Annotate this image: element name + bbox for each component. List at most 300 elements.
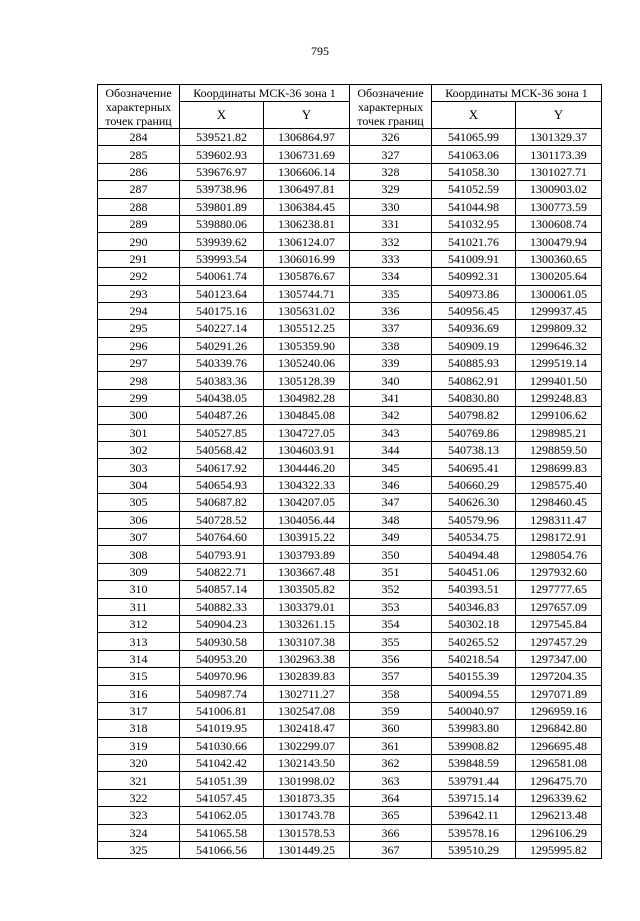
y-coordinate-cell: 1296339.62 xyxy=(516,789,602,806)
point-number-cell: 324 xyxy=(98,824,180,841)
y-coordinate-cell: 1304056.44 xyxy=(264,511,350,528)
y-coordinate-cell: 1306731.69 xyxy=(264,146,350,163)
y-coordinate-cell: 1297777.65 xyxy=(516,581,602,598)
table-row xyxy=(350,424,602,441)
point-number-cell: 285 xyxy=(98,146,180,163)
x-column-header: X xyxy=(180,102,264,129)
point-number-cell: 362 xyxy=(350,755,432,772)
y-coordinate-cell: 1298054.76 xyxy=(516,546,602,563)
x-coordinate-cell: 540992.31 xyxy=(432,268,516,285)
y-coordinate-cell: 1300205.64 xyxy=(516,268,602,285)
table-row xyxy=(98,389,350,406)
table-row xyxy=(98,337,350,354)
x-coordinate-cell: 540687.82 xyxy=(180,494,264,511)
table-row xyxy=(98,146,350,163)
x-coordinate-cell: 540534.75 xyxy=(432,528,516,545)
table-row xyxy=(98,755,350,772)
x-coordinate-cell: 540494.48 xyxy=(432,546,516,563)
point-number-cell: 307 xyxy=(98,528,180,545)
x-coordinate-cell: 541051.39 xyxy=(180,772,264,789)
x-coordinate-cell: 540973.86 xyxy=(432,285,516,302)
table-row xyxy=(98,650,350,667)
table-header xyxy=(98,85,350,129)
coordinates-header: Координаты МСК-36 зона 1 xyxy=(180,85,350,102)
y-coordinate-cell: 1302547.08 xyxy=(264,702,350,719)
y-coordinate-cell: 1304727.05 xyxy=(264,424,350,441)
point-number-cell: 326 xyxy=(350,129,432,146)
y-coordinate-cell: 1296213.48 xyxy=(516,807,602,824)
point-number-cell: 311 xyxy=(98,598,180,615)
table-row xyxy=(98,633,350,650)
point-number-cell: 364 xyxy=(350,789,432,806)
y-coordinate-cell: 1306606.14 xyxy=(264,163,350,180)
point-number-cell: 366 xyxy=(350,824,432,841)
y-coordinate-cell: 1298699.83 xyxy=(516,459,602,476)
point-number-cell: 297 xyxy=(98,355,180,372)
y-coordinate-cell: 1296959.16 xyxy=(516,702,602,719)
x-coordinate-cell: 540660.29 xyxy=(432,476,516,493)
x-coordinate-cell: 540617.92 xyxy=(180,459,264,476)
point-number-cell: 302 xyxy=(98,442,180,459)
point-number-cell: 351 xyxy=(350,563,432,580)
point-number-cell: 353 xyxy=(350,598,432,615)
y-coordinate-cell: 1302299.07 xyxy=(264,737,350,754)
point-number-cell: 300 xyxy=(98,407,180,424)
table-row xyxy=(98,772,350,789)
table-row xyxy=(350,181,602,198)
x-coordinate-cell: 541063.06 xyxy=(432,146,516,163)
point-number-cell: 352 xyxy=(350,581,432,598)
y-coordinate-cell: 1297545.84 xyxy=(516,615,602,632)
y-coordinate-cell: 1303667.48 xyxy=(264,563,350,580)
point-number-cell: 334 xyxy=(350,268,432,285)
y-coordinate-cell: 1299106.62 xyxy=(516,407,602,424)
y-coordinate-cell: 1300061.05 xyxy=(516,285,602,302)
y-coordinate-cell: 1301173.39 xyxy=(516,146,602,163)
point-number-cell: 315 xyxy=(98,668,180,685)
point-number-cell: 330 xyxy=(350,198,432,215)
point-number-cell: 343 xyxy=(350,424,432,441)
table-row xyxy=(350,442,602,459)
table-row xyxy=(98,581,350,598)
x-coordinate-cell: 539993.54 xyxy=(180,250,264,267)
point-number-cell: 365 xyxy=(350,807,432,824)
table-row xyxy=(98,789,350,806)
table-row xyxy=(350,720,602,737)
y-coordinate-cell: 1303505.82 xyxy=(264,581,350,598)
y-coordinate-cell: 1300479.94 xyxy=(516,233,602,250)
table-body xyxy=(350,129,602,859)
point-number-cell: 312 xyxy=(98,615,180,632)
x-coordinate-cell: 541044.98 xyxy=(432,198,516,215)
y-coordinate-cell: 1303107.38 xyxy=(264,633,350,650)
table-row xyxy=(98,476,350,493)
table-row xyxy=(98,615,350,632)
table-row xyxy=(98,807,350,824)
x-coordinate-cell: 540438.05 xyxy=(180,389,264,406)
point-number-cell: 327 xyxy=(350,146,432,163)
x-coordinate-cell: 541066.56 xyxy=(180,842,264,859)
y-coordinate-cell: 1296695.48 xyxy=(516,737,602,754)
y-coordinate-cell: 1303261.15 xyxy=(264,615,350,632)
point-number-cell: 357 xyxy=(350,668,432,685)
y-coordinate-cell: 1297657.09 xyxy=(516,598,602,615)
designation-header: Обозначение характерных точек границ xyxy=(98,85,180,129)
point-number-cell: 346 xyxy=(350,476,432,493)
point-number-cell: 286 xyxy=(98,163,180,180)
y-coordinate-cell: 1296842.80 xyxy=(516,720,602,737)
point-number-cell: 349 xyxy=(350,528,432,545)
x-coordinate-cell: 540123.64 xyxy=(180,285,264,302)
table-row xyxy=(98,424,350,441)
table-row xyxy=(98,268,350,285)
point-number-cell: 290 xyxy=(98,233,180,250)
x-coordinate-cell: 539510.29 xyxy=(432,842,516,859)
table-row xyxy=(98,668,350,685)
table-row xyxy=(350,268,602,285)
y-coordinate-cell: 1300608.74 xyxy=(516,215,602,232)
point-number-cell: 299 xyxy=(98,389,180,406)
y-coordinate-cell: 1298985.21 xyxy=(516,424,602,441)
x-coordinate-cell: 539738.96 xyxy=(180,181,264,198)
table-row xyxy=(350,633,602,650)
y-coordinate-cell: 1301873.35 xyxy=(264,789,350,806)
x-coordinate-cell: 540769.86 xyxy=(432,424,516,441)
x-coordinate-cell: 540909.19 xyxy=(432,337,516,354)
y-coordinate-cell: 1296581.08 xyxy=(516,755,602,772)
point-number-cell: 317 xyxy=(98,702,180,719)
x-coordinate-cell: 540291.26 xyxy=(180,337,264,354)
point-number-cell: 284 xyxy=(98,129,180,146)
table-row xyxy=(350,389,602,406)
x-coordinate-cell: 540040.97 xyxy=(432,702,516,719)
point-number-cell: 329 xyxy=(350,181,432,198)
point-number-cell: 294 xyxy=(98,302,180,319)
point-number-cell: 322 xyxy=(98,789,180,806)
table-row xyxy=(350,842,602,859)
x-coordinate-cell: 540695.41 xyxy=(432,459,516,476)
y-coordinate-cell: 1303793.89 xyxy=(264,546,350,563)
point-number-cell: 333 xyxy=(350,250,432,267)
x-coordinate-cell: 540738.13 xyxy=(432,442,516,459)
point-number-cell: 337 xyxy=(350,320,432,337)
table-row xyxy=(98,355,350,372)
x-coordinate-cell: 539521.82 xyxy=(180,129,264,146)
y-coordinate-cell: 1299937.45 xyxy=(516,302,602,319)
x-coordinate-cell: 539908.82 xyxy=(432,737,516,754)
point-number-cell: 298 xyxy=(98,372,180,389)
x-coordinate-cell: 539801.89 xyxy=(180,198,264,215)
table-row xyxy=(350,250,602,267)
x-coordinate-cell: 540953.20 xyxy=(180,650,264,667)
table-row xyxy=(350,163,602,180)
point-number-cell: 295 xyxy=(98,320,180,337)
y-coordinate-cell: 1298575.40 xyxy=(516,476,602,493)
point-number-cell: 287 xyxy=(98,181,180,198)
x-coordinate-cell: 540265.52 xyxy=(432,633,516,650)
x-coordinate-cell: 541057.45 xyxy=(180,789,264,806)
point-number-cell: 354 xyxy=(350,615,432,632)
y-coordinate-cell: 1301998.02 xyxy=(264,772,350,789)
table-row xyxy=(98,407,350,424)
table-row xyxy=(98,546,350,563)
x-coordinate-cell: 540383.36 xyxy=(180,372,264,389)
x-coordinate-cell: 540346.83 xyxy=(432,598,516,615)
point-number-cell: 296 xyxy=(98,337,180,354)
y-coordinate-cell: 1306016.99 xyxy=(264,250,350,267)
y-coordinate-cell: 1302963.38 xyxy=(264,650,350,667)
y-coordinate-cell: 1298311.47 xyxy=(516,511,602,528)
point-number-cell: 363 xyxy=(350,772,432,789)
y-coordinate-cell: 1306238.81 xyxy=(264,215,350,232)
table-row xyxy=(98,720,350,737)
x-coordinate-cell: 540094.55 xyxy=(432,685,516,702)
table-row xyxy=(98,442,350,459)
table-header xyxy=(350,85,602,129)
x-coordinate-cell: 539676.97 xyxy=(180,163,264,180)
table-row xyxy=(350,685,602,702)
table-row xyxy=(98,511,350,528)
point-number-cell: 336 xyxy=(350,302,432,319)
point-number-cell: 341 xyxy=(350,389,432,406)
y-coordinate-cell: 1299809.32 xyxy=(516,320,602,337)
table-row xyxy=(98,302,350,319)
x-coordinate-cell: 540728.52 xyxy=(180,511,264,528)
table-row xyxy=(350,320,602,337)
table-row xyxy=(350,772,602,789)
table-row xyxy=(350,233,602,250)
x-coordinate-cell: 541009.91 xyxy=(432,250,516,267)
x-coordinate-cell: 540987.74 xyxy=(180,685,264,702)
point-number-cell: 305 xyxy=(98,494,180,511)
table-row xyxy=(98,685,350,702)
y-coordinate-cell: 1298460.45 xyxy=(516,494,602,511)
x-coordinate-cell: 541065.99 xyxy=(432,129,516,146)
point-number-cell: 340 xyxy=(350,372,432,389)
table-row xyxy=(350,789,602,806)
point-number-cell: 318 xyxy=(98,720,180,737)
y-coordinate-cell: 1295995.82 xyxy=(516,842,602,859)
y-coordinate-cell: 1304603.91 xyxy=(264,442,350,459)
table-row xyxy=(98,163,350,180)
point-number-cell: 293 xyxy=(98,285,180,302)
table-row xyxy=(98,824,350,841)
x-coordinate-cell: 540956.45 xyxy=(432,302,516,319)
x-coordinate-cell: 539715.14 xyxy=(432,789,516,806)
table-row xyxy=(98,702,350,719)
x-coordinate-cell: 540568.42 xyxy=(180,442,264,459)
x-coordinate-cell: 541065.58 xyxy=(180,824,264,841)
x-coordinate-cell: 539602.93 xyxy=(180,146,264,163)
x-coordinate-cell: 539880.06 xyxy=(180,215,264,232)
x-coordinate-cell: 539939.62 xyxy=(180,233,264,250)
x-coordinate-cell: 540487.26 xyxy=(180,407,264,424)
table-row xyxy=(350,302,602,319)
y-coordinate-cell: 1305744.71 xyxy=(264,285,350,302)
x-coordinate-cell: 540830.80 xyxy=(432,389,516,406)
y-coordinate-cell: 1299248.83 xyxy=(516,389,602,406)
y-coordinate-cell: 1301449.25 xyxy=(264,842,350,859)
x-coordinate-cell: 540175.16 xyxy=(180,302,264,319)
table-row xyxy=(350,494,602,511)
x-coordinate-cell: 540798.82 xyxy=(432,407,516,424)
y-coordinate-cell: 1305240.06 xyxy=(264,355,350,372)
coordinates-table-left xyxy=(97,84,350,859)
x-coordinate-cell: 540936.69 xyxy=(432,320,516,337)
table-row xyxy=(350,511,602,528)
y-coordinate-cell: 1299401.50 xyxy=(516,372,602,389)
y-coordinate-cell: 1300903.02 xyxy=(516,181,602,198)
point-number-cell: 314 xyxy=(98,650,180,667)
y-coordinate-cell: 1301743.78 xyxy=(264,807,350,824)
x-coordinate-cell: 541058.30 xyxy=(432,163,516,180)
point-number-cell: 360 xyxy=(350,720,432,737)
designation-header: Обозначение характерных точек границ xyxy=(350,85,432,129)
x-coordinate-cell: 540451.06 xyxy=(432,563,516,580)
point-number-cell: 320 xyxy=(98,755,180,772)
point-number-cell: 332 xyxy=(350,233,432,250)
x-coordinate-cell: 541052.59 xyxy=(432,181,516,198)
x-coordinate-cell: 540579.96 xyxy=(432,511,516,528)
point-number-cell: 345 xyxy=(350,459,432,476)
table-row xyxy=(98,842,350,859)
y-coordinate-cell: 1304845.08 xyxy=(264,407,350,424)
point-number-cell: 289 xyxy=(98,215,180,232)
y-coordinate-cell: 1301329.37 xyxy=(516,129,602,146)
point-number-cell: 323 xyxy=(98,807,180,824)
y-coordinate-cell: 1305512.25 xyxy=(264,320,350,337)
x-coordinate-cell: 540882.33 xyxy=(180,598,264,615)
y-coordinate-cell: 1305359.90 xyxy=(264,337,350,354)
point-number-cell: 313 xyxy=(98,633,180,650)
point-number-cell: 342 xyxy=(350,407,432,424)
table-row xyxy=(350,215,602,232)
table-row xyxy=(98,215,350,232)
x-column-header: X xyxy=(432,102,516,129)
page-number: 795 xyxy=(311,44,329,58)
table-row xyxy=(350,146,602,163)
y-coordinate-cell: 1305128.39 xyxy=(264,372,350,389)
x-coordinate-cell: 539642.11 xyxy=(432,807,516,824)
coordinates-header: Координаты МСК-36 зона 1 xyxy=(432,85,602,102)
y-coordinate-cell: 1306497.81 xyxy=(264,181,350,198)
point-number-cell: 356 xyxy=(350,650,432,667)
point-number-cell: 309 xyxy=(98,563,180,580)
table-row xyxy=(350,129,602,146)
y-coordinate-cell: 1303379.01 xyxy=(264,598,350,615)
point-number-cell: 335 xyxy=(350,285,432,302)
table-row xyxy=(350,737,602,754)
point-number-cell: 316 xyxy=(98,685,180,702)
y-coordinate-cell: 1296475.70 xyxy=(516,772,602,789)
point-number-cell: 306 xyxy=(98,511,180,528)
y-coordinate-cell: 1299646.32 xyxy=(516,337,602,354)
y-coordinate-cell: 1302418.47 xyxy=(264,720,350,737)
x-coordinate-cell: 541021.76 xyxy=(432,233,516,250)
table-row xyxy=(350,668,602,685)
x-coordinate-cell: 539791.44 xyxy=(432,772,516,789)
y-coordinate-cell: 1300360.65 xyxy=(516,250,602,267)
table-row xyxy=(350,459,602,476)
point-number-cell: 310 xyxy=(98,581,180,598)
x-coordinate-cell: 540930.58 xyxy=(180,633,264,650)
table-row xyxy=(350,563,602,580)
x-coordinate-cell: 541030.66 xyxy=(180,737,264,754)
x-coordinate-cell: 540061.74 xyxy=(180,268,264,285)
table-row xyxy=(98,250,350,267)
x-coordinate-cell: 541062.05 xyxy=(180,807,264,824)
y-coordinate-cell: 1302143.50 xyxy=(264,755,350,772)
point-number-cell: 301 xyxy=(98,424,180,441)
table-row xyxy=(350,615,602,632)
x-coordinate-cell: 540626.30 xyxy=(432,494,516,511)
table-row xyxy=(350,702,602,719)
y-coordinate-cell: 1297347.00 xyxy=(516,650,602,667)
y-column-header: Y xyxy=(264,102,350,129)
x-coordinate-cell: 539983.80 xyxy=(432,720,516,737)
table-row xyxy=(98,528,350,545)
y-coordinate-cell: 1305876.67 xyxy=(264,268,350,285)
table-row xyxy=(98,598,350,615)
table-row xyxy=(350,528,602,545)
y-coordinate-cell: 1304446.20 xyxy=(264,459,350,476)
table-body xyxy=(98,129,350,859)
point-number-cell: 347 xyxy=(350,494,432,511)
table-row xyxy=(98,737,350,754)
y-coordinate-cell: 1302839.83 xyxy=(264,668,350,685)
x-coordinate-cell: 540970.96 xyxy=(180,668,264,685)
point-number-cell: 339 xyxy=(350,355,432,372)
x-coordinate-cell: 540904.23 xyxy=(180,615,264,632)
point-number-cell: 319 xyxy=(98,737,180,754)
y-coordinate-cell: 1302711.27 xyxy=(264,685,350,702)
x-coordinate-cell: 541006.81 xyxy=(180,702,264,719)
point-number-cell: 303 xyxy=(98,459,180,476)
x-coordinate-cell: 540862.91 xyxy=(432,372,516,389)
point-number-cell: 331 xyxy=(350,215,432,232)
y-coordinate-cell: 1297932.60 xyxy=(516,563,602,580)
table-row xyxy=(350,807,602,824)
point-number-cell: 291 xyxy=(98,250,180,267)
point-number-cell: 338 xyxy=(350,337,432,354)
y-coordinate-cell: 1305631.02 xyxy=(264,302,350,319)
point-number-cell: 325 xyxy=(98,842,180,859)
table-row xyxy=(350,546,602,563)
point-number-cell: 321 xyxy=(98,772,180,789)
y-coordinate-cell: 1304982.28 xyxy=(264,389,350,406)
x-coordinate-cell: 539578.16 xyxy=(432,824,516,841)
x-coordinate-cell: 540393.51 xyxy=(432,581,516,598)
table-row xyxy=(98,181,350,198)
x-coordinate-cell: 540527.85 xyxy=(180,424,264,441)
x-coordinate-cell: 541042.42 xyxy=(180,755,264,772)
table-row xyxy=(98,198,350,215)
y-coordinate-cell: 1301027.71 xyxy=(516,163,602,180)
table-row xyxy=(98,459,350,476)
table-row xyxy=(350,337,602,354)
y-coordinate-cell: 1306384.45 xyxy=(264,198,350,215)
point-number-cell: 344 xyxy=(350,442,432,459)
point-number-cell: 355 xyxy=(350,633,432,650)
table-row xyxy=(98,129,350,146)
table-row xyxy=(350,650,602,667)
y-coordinate-cell: 1297204.35 xyxy=(516,668,602,685)
table-row xyxy=(98,372,350,389)
table-row xyxy=(350,581,602,598)
x-coordinate-cell: 540339.76 xyxy=(180,355,264,372)
y-coordinate-cell: 1306124.07 xyxy=(264,233,350,250)
point-number-cell: 367 xyxy=(350,842,432,859)
